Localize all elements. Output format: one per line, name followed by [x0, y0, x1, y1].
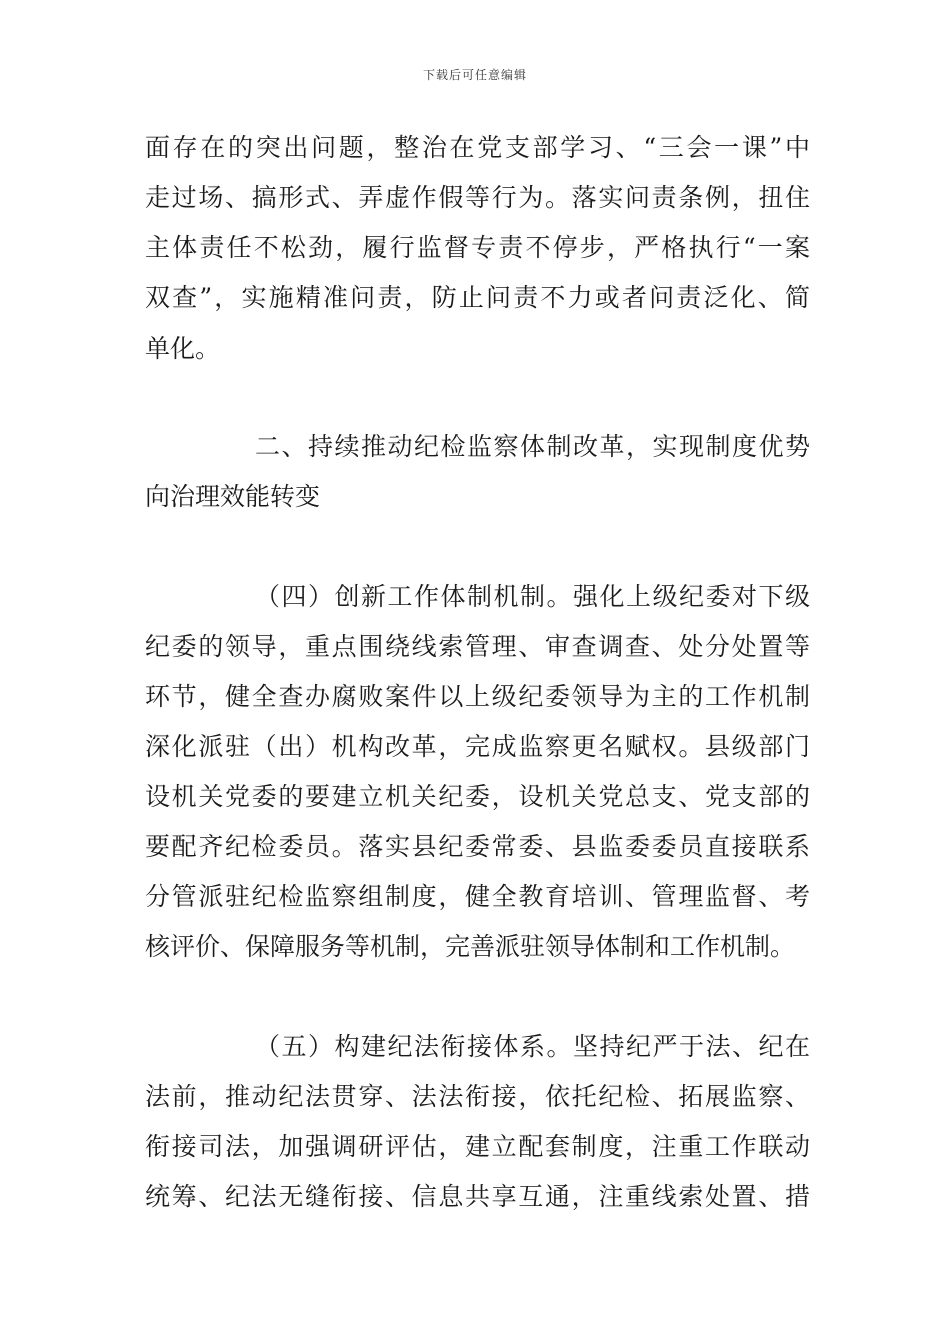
text-line: 双查”，实施精准问责，防止问责不力或者问责泛化、简	[145, 283, 810, 312]
text-line: 深化派驻（出）机构改革，完成监察更名赋权。县级部门	[145, 732, 810, 761]
text-line: 统筹、纪法无缝衔接、信息共享互通，注重线索处置、措	[145, 1182, 810, 1211]
text-line: 设机关党委的要建立机关纪委，设机关党总支、党支部的	[145, 782, 810, 811]
text-line: 单化。	[145, 334, 221, 363]
page-header-note: 下载后可任意编辑	[422, 68, 527, 82]
text-line: 环节，健全查办腐败案件以上级纪委领导为主的工作机制	[145, 682, 810, 711]
text-line: 主体责任不松劲，履行监督专责不停步，严格执行“一案	[145, 233, 810, 262]
text-line: 核评价、保障服务等机制，完善派驻领导体制和工作机制。	[145, 932, 796, 961]
text-line: 面存在的突出问题，整治在党支部学习、“三会一课”中	[145, 133, 810, 162]
text-line: 衔接司法，加强调研评估，建立配套制度，注重工作联动	[145, 1132, 810, 1161]
text-line: 要配齐纪检委员。落实县纪委常委、县监委委员直接联系	[145, 832, 810, 861]
text-line: 法前，推动纪法贯穿、法法衔接，依托纪检、拓展监察、	[145, 1082, 810, 1111]
text-line: （五）构建纪法衔接体系。坚持纪严于法、纪在	[255, 1032, 810, 1061]
text-line: 向治理效能转变	[145, 482, 321, 511]
text-line: 走过场、搞形式、弄虚作假等行为。落实问责条例，扭住	[145, 183, 810, 212]
text-line: 二、持续推动纪检监察体制改革，实现制度优势	[255, 432, 810, 461]
text-line: 纪委的领导，重点围绕线索管理、审查调查、处分处置等	[145, 632, 810, 661]
text-line: （四）创新工作体制机制。强化上级纪委对下级	[255, 582, 810, 611]
text-line: 分管派驻纪检监察组制度，健全教育培训、管理监督、考	[145, 882, 810, 911]
